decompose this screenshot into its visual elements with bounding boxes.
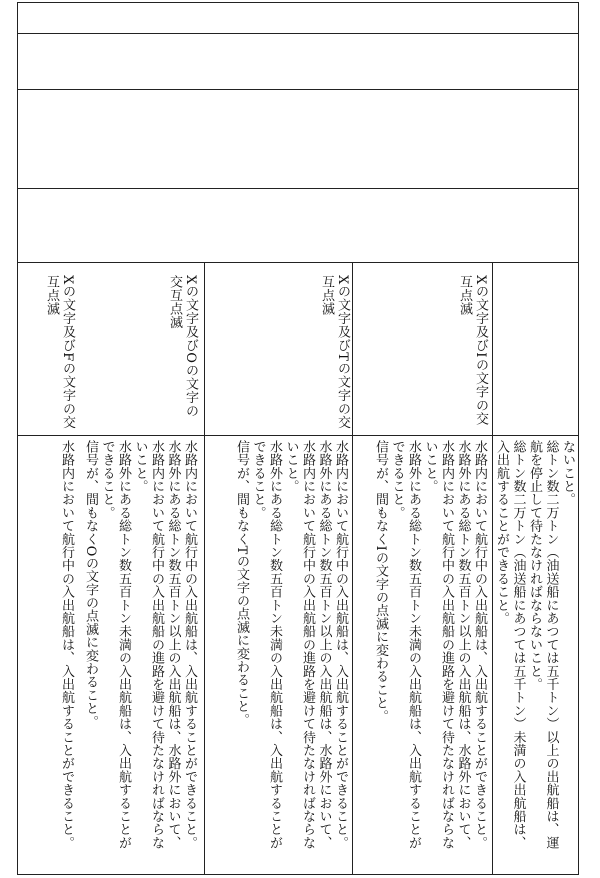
signal-xo-text: 水路内において航行中の入出航船は、入出航することができること。 水路外にある総トン数五百トン以上の入出航船は、水路外において、水路内において航行中の入出航船の進路を避けて待たなければならないこと。 水路外にある総トン数五百トン未満の入出航船は、入出航することができること。 信号が、間もなくOの文字の点滅に変わること。 <box>83 440 197 850</box>
column-divider <box>352 262 353 875</box>
signal-xt-text: 水路内において航行中の入出航船は、入出航することができること。 水路外にある総トン数五百トン以上の入出航船は、水路外において、水路内において航行中の入出航船の進路を避けて待たなければならないこと。 水路外にある総トン数五百トン未満の入出航船は、入出航することができること。 信号が、間もなくTの文字の点滅に変わること。 <box>234 440 348 850</box>
signal-xi-text: 水路内において航行中の入出航船は、入出航することができること。 水路外にある総トン数五百トン以上の入出航船は、水路外において、水路内において航行中の入出航船の進路を避けて待たなければならないこと。 水路外にある総トン数五百トン未満の入出航船は、入出航することができること。 信号が、間もなくIの文字の点滅に変わること。 <box>373 440 487 850</box>
row-divider <box>17 188 579 189</box>
signal-xi-label: Xの文字及びIの文字の交互点滅 <box>457 275 488 426</box>
row-divider <box>17 33 579 34</box>
signal-xt-label: Xの文字及びTの文字の交互点滅 <box>319 275 350 429</box>
continuation-text: ないこと。 総トン数二万トン（油送船にあつては五千トン）以上の出航船は、運航を停止して待たなければならないこと。 総トン数二万トン（油送船にあつては五千トン）未満の入出航船は、入出航することができること。 <box>494 440 575 850</box>
column-divider <box>204 262 205 875</box>
row-divider <box>17 89 579 90</box>
header-body-divider <box>17 435 579 436</box>
signal-xf-text: 水路内において航行中の入出航船は、入出航することができること。 <box>59 440 74 850</box>
row-divider <box>17 262 579 263</box>
signal-xo-label: Xの文字及びOの文字の交互点滅 <box>167 275 198 418</box>
signal-xf-label: Xの文字及びFの文字の交互点滅 <box>44 275 75 430</box>
